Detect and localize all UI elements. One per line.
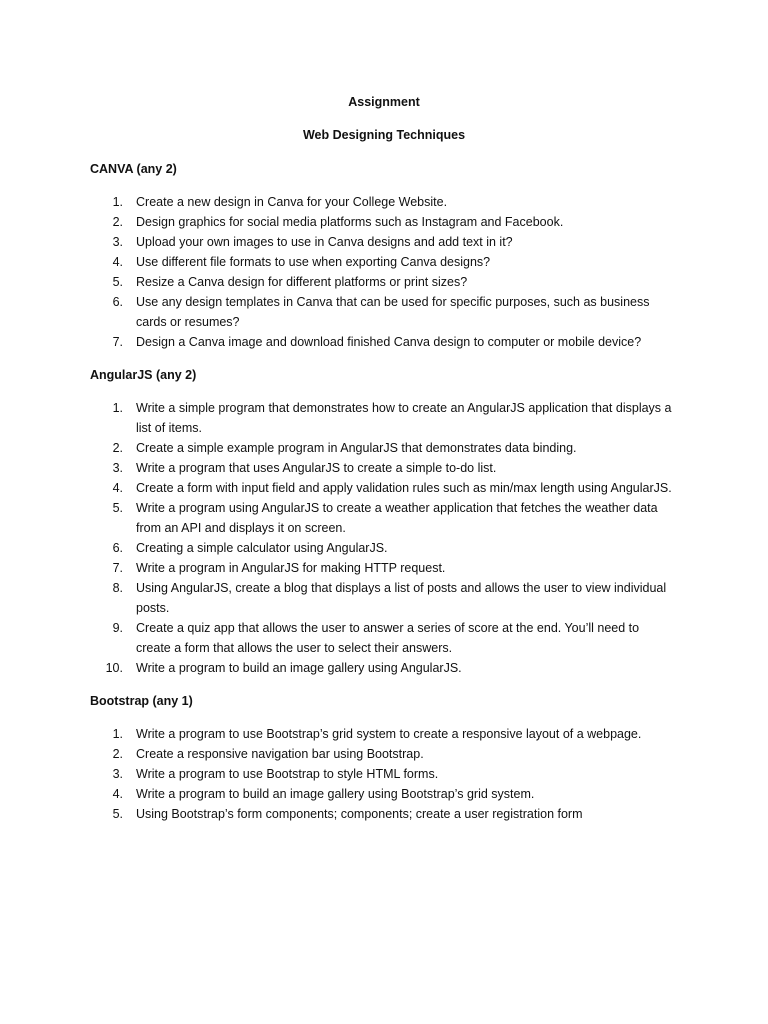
list-item [90,272,676,292]
item-number: 1. [112,401,123,415]
section-bootstrap [90,692,678,824]
item-text: Design graphics for social media platforms such as Instagram and Facebook. [136,215,564,229]
item-number: 7. [112,561,123,575]
item-text: Write a program to use Bootstrap to style HTML forms. [136,767,439,781]
item-number: 4. [112,481,123,495]
item-number: 3. [112,235,123,249]
list-item [90,232,676,252]
list-item [90,804,676,824]
item-text: Upload your own images to use in Canva designs and add text in it? [136,235,513,249]
item-text: Use different file formats to use when exporting Canva designs? [136,255,491,269]
list-item [90,724,676,744]
task-list [90,192,678,352]
item-number: 4. [112,255,123,269]
list-item [90,438,676,458]
section-heading: CANVA (any 2) [90,162,177,176]
item-number: 8. [112,581,123,595]
list-item [90,332,676,352]
list-item [90,252,676,272]
item-number: 3. [112,461,123,475]
item-number: 2. [112,747,123,761]
item-text: Create a responsive navigation bar using Bootstrap. [136,747,424,761]
item-number: 9. [112,621,123,635]
item-number: 5. [112,275,123,289]
list-item [90,292,676,332]
list-item [90,744,676,764]
list-item [90,458,676,478]
list-item [90,498,676,538]
item-number: 1. [112,195,123,209]
item-text: Write a program using AngularJS to create a weather application that fetches the weather data from an API and displays it on screen. [136,501,658,535]
item-text: Resize a Canva design for different platforms or print sizes? [136,275,468,289]
list-item [90,784,676,804]
list-item [90,192,676,212]
item-text: Create a quiz app that allows the user to answer a series of score at the end. You’ll need to create a form that allows the user to select their answers. [136,621,640,655]
item-text: Write a program to use Bootstrap’s grid system to create a responsive layout of a webpage. [136,727,642,741]
item-text: Write a simple program that demonstrates how to create an AngularJS application that displays a list of items. [136,401,672,435]
item-number: 7. [112,335,123,349]
item-text: Write a program in AngularJS for making HTTP request. [136,561,446,575]
item-number: 5. [112,501,123,515]
list-item [90,478,676,498]
item-text: Write a program to build an image gallery using Bootstrap’s grid system. [136,787,535,801]
list-item [90,212,676,232]
section-angularjs [90,366,678,678]
item-text: Design a Canva image and download finished Canva design to computer or mobile device? [136,335,642,349]
section-canva [90,160,678,352]
item-number: 1. [112,727,123,741]
item-text: Using Bootstrap’s form components; components; create a user registration form [136,807,583,821]
item-number: 10. [105,661,123,675]
item-text: Write a program that uses AngularJS to create a simple to-do list. [136,461,497,475]
list-item [90,558,676,578]
item-number: 3. [112,767,123,781]
list-item [90,538,676,558]
list-item [90,578,676,618]
section-heading: AngularJS (any 2) [90,368,197,382]
item-number: 6. [112,295,123,309]
document-subtitle: Web Designing Techniques [302,128,466,142]
item-text: Create a simple example program in AngularJS that demonstrates data binding. [136,441,577,455]
list-item [90,658,676,678]
list-item [90,398,676,438]
list-item [90,618,676,658]
task-list [90,724,678,824]
item-text: Creating a simple calculator using AngularJS. [136,541,388,555]
task-list [90,398,678,678]
item-text: Create a form with input field and apply validation rules such as min/max length using AngularJS. [136,481,672,495]
list-item [90,764,676,784]
item-text: Write a program to build an image gallery using AngularJS. [136,661,462,675]
item-number: 2. [112,215,123,229]
section-heading: Bootstrap (any 1) [90,694,193,708]
document-title: Assignment [348,95,420,109]
item-number: 2. [112,441,123,455]
item-text: Use any design templates in Canva that can be used for specific purposes, such as business cards or resumes? [136,295,650,329]
item-number: 6. [112,541,123,555]
item-number: 5. [112,807,123,821]
item-text: Using AngularJS, create a blog that displays a list of posts and allows the user to view individual posts. [136,581,667,615]
item-number: 4. [112,787,123,801]
item-text: Create a new design in Canva for your College Website. [136,195,448,209]
